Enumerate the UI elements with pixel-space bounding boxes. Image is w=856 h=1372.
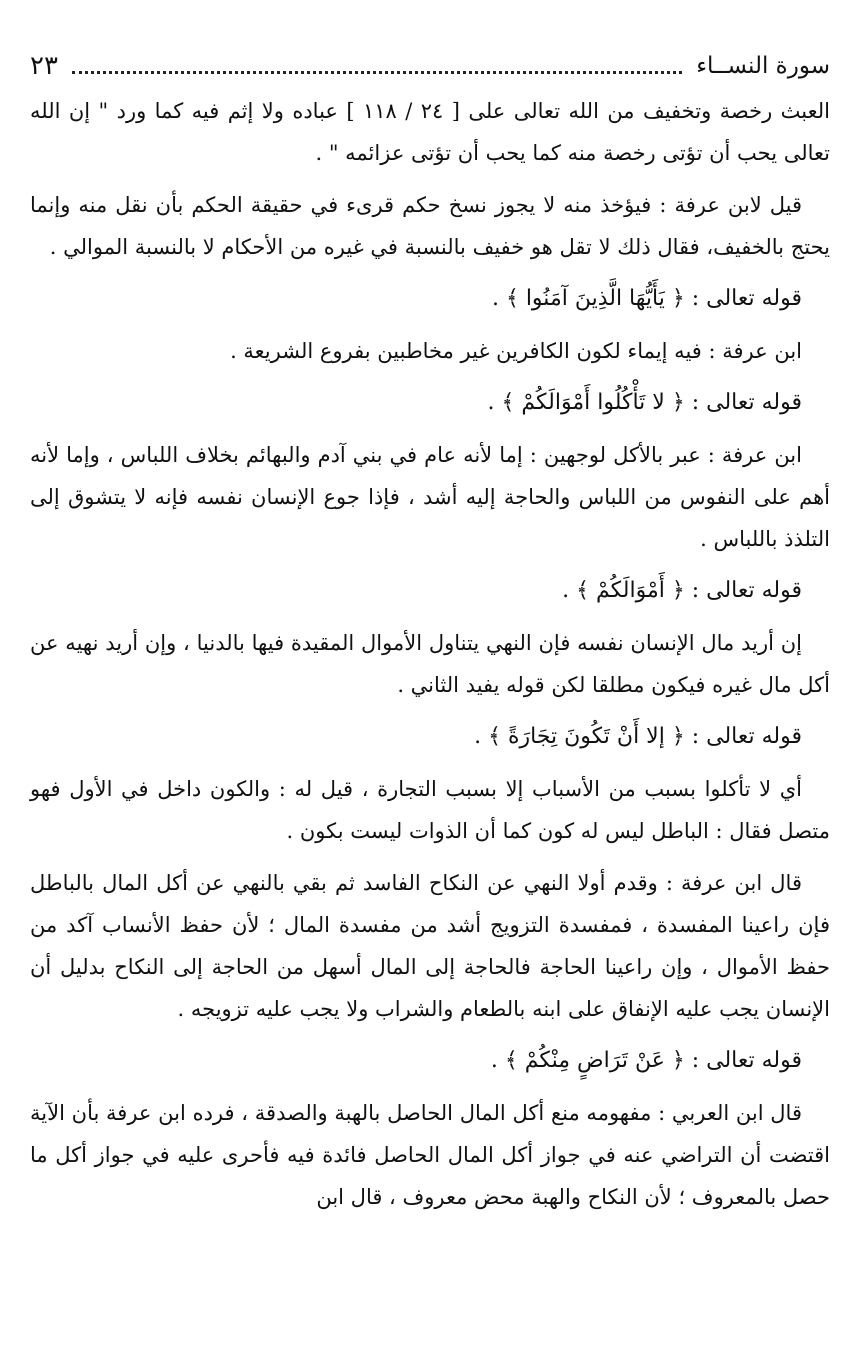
header-dotted-rule [72, 71, 682, 74]
verse-suffix: . [491, 286, 499, 311]
verse-line [30, 716, 830, 758]
paragraph: قال ابن عرفة : وقدم أولا النهي عن النكاح الفاسد ثم بقي بالنهي عن أكل المال بالباطل فإن راعينا المفسدة ، فمفسدة التزويج أشد من مفسدة المال ؛ لأن حفظ الأنساب آكد من حفظ الأموال ، وإن راعينا الحاجة فالحاجة إلى المال أسهل من الحاجة إلى النكاح بدليل أن الإنسان يجب عليه الإنفاق على ابنه بالطعام والشراب ولا يجب عليه تزويجه . [30, 871, 830, 1021]
quran-verse: ﴿ لا تَأْكُلُوا أَمْوَالَكُمْ ﴾ [501, 390, 685, 415]
paragraph: قال ابن العربي : مفهومه منع أكل المال الحاصل بالهبة والصدقة ، فرده ابن عرفة بأن الآية اقتضت أن التراضي عنه في جواز أكل المال الحاصل فائدة فيه فأحرى عليه في جواز أكل ما حصل بالمعروف ؛ لأن النكاح والهبة محض معروف ، قال ابن [30, 1101, 830, 1209]
paragraph: ابن عرفة : فيه إيماء لكون الكافرين غير مخاطبين بفروع الشريعة . [230, 339, 802, 363]
verse-suffix: . [562, 578, 570, 603]
verse-prefix: قوله تعالى : [691, 724, 802, 749]
quran-verse: ﴿ عَنْ تَرَاضٍ مِنْكُمْ ﴾ [504, 1048, 685, 1073]
verse-prefix: قوله تعالى : [691, 1048, 802, 1073]
verse-prefix: قوله تعالى : [691, 390, 802, 415]
page-number: ٢٣ [30, 51, 58, 81]
paragraph: أي لا تأكلوا بسبب من الأسباب إلا بسبب التجارة ، قيل له : والكون داخل في الأول فهو متصل فقال : الباطل ليس له كون كما أن الذوات ليست بكون . [30, 777, 830, 843]
verse-line [30, 1040, 830, 1082]
quran-verse: ﴿ إلا أَنْ تَكُونَ تِجَارَةً ﴾ [488, 724, 685, 749]
paragraph: ابن عرفة : عبر بالأكل لوجهين : إما لأنه عام في بني آدم والبهائم بخلاف اللباس ، وإما لأنه أهم على النفوس من اللباس والحاجة إليه أشد ، فإذا جوع الإنسان نفسه فإنه لا يتشوق إلى التلذذ باللباس . [30, 443, 830, 551]
quran-verse: ﴿ يَأَيُّهَا الَّذِينَ آمَنُوا ﴾ [505, 286, 685, 311]
quran-verse: ﴿ أَمْوَالَكُمْ ﴾ [576, 578, 685, 603]
verse-prefix: قوله تعالى : [691, 286, 802, 311]
surah-title: سورة النســاء [696, 53, 830, 79]
page-body [30, 90, 830, 1218]
running-header [30, 42, 830, 90]
paragraph: العبث رخصة وتخفيف من الله تعالى على [ ٢٤ / ١١٨ ] عباده ولا إثم فيه كما ورد " إن الله تعالى يحب أن تؤتى رخصة منه كما يحب أن تؤتى عزائمه " . [30, 99, 830, 165]
paragraph: إن أريد مال الإنسان نفسه فإن النهي يتناول الأموال المقيدة فيها بالدنيا ، وإن أريد نهيه عن أكل مال غيره فيكون مطلقا لكن قوله يفيد الثاني . [30, 631, 830, 697]
verse-suffix: . [490, 1048, 498, 1073]
verse-suffix: . [487, 390, 495, 415]
verse-suffix: . [474, 724, 482, 749]
paragraph: قيل لابن عرفة : فيؤخذ منه لا يجوز نسخ حكم قرىء في حقيقة الحكم بأن نقل منه وإنما يحتج بالخفيف، فقال ذلك لا تقل هو خفيف بالنسبة في غيره من الأحكام لا بالنسبة الموالي . [30, 193, 830, 259]
verse-line [30, 382, 830, 424]
verse-line [30, 570, 830, 612]
verse-line [30, 278, 830, 320]
book-page [30, 42, 830, 1228]
verse-prefix: قوله تعالى : [691, 578, 802, 603]
